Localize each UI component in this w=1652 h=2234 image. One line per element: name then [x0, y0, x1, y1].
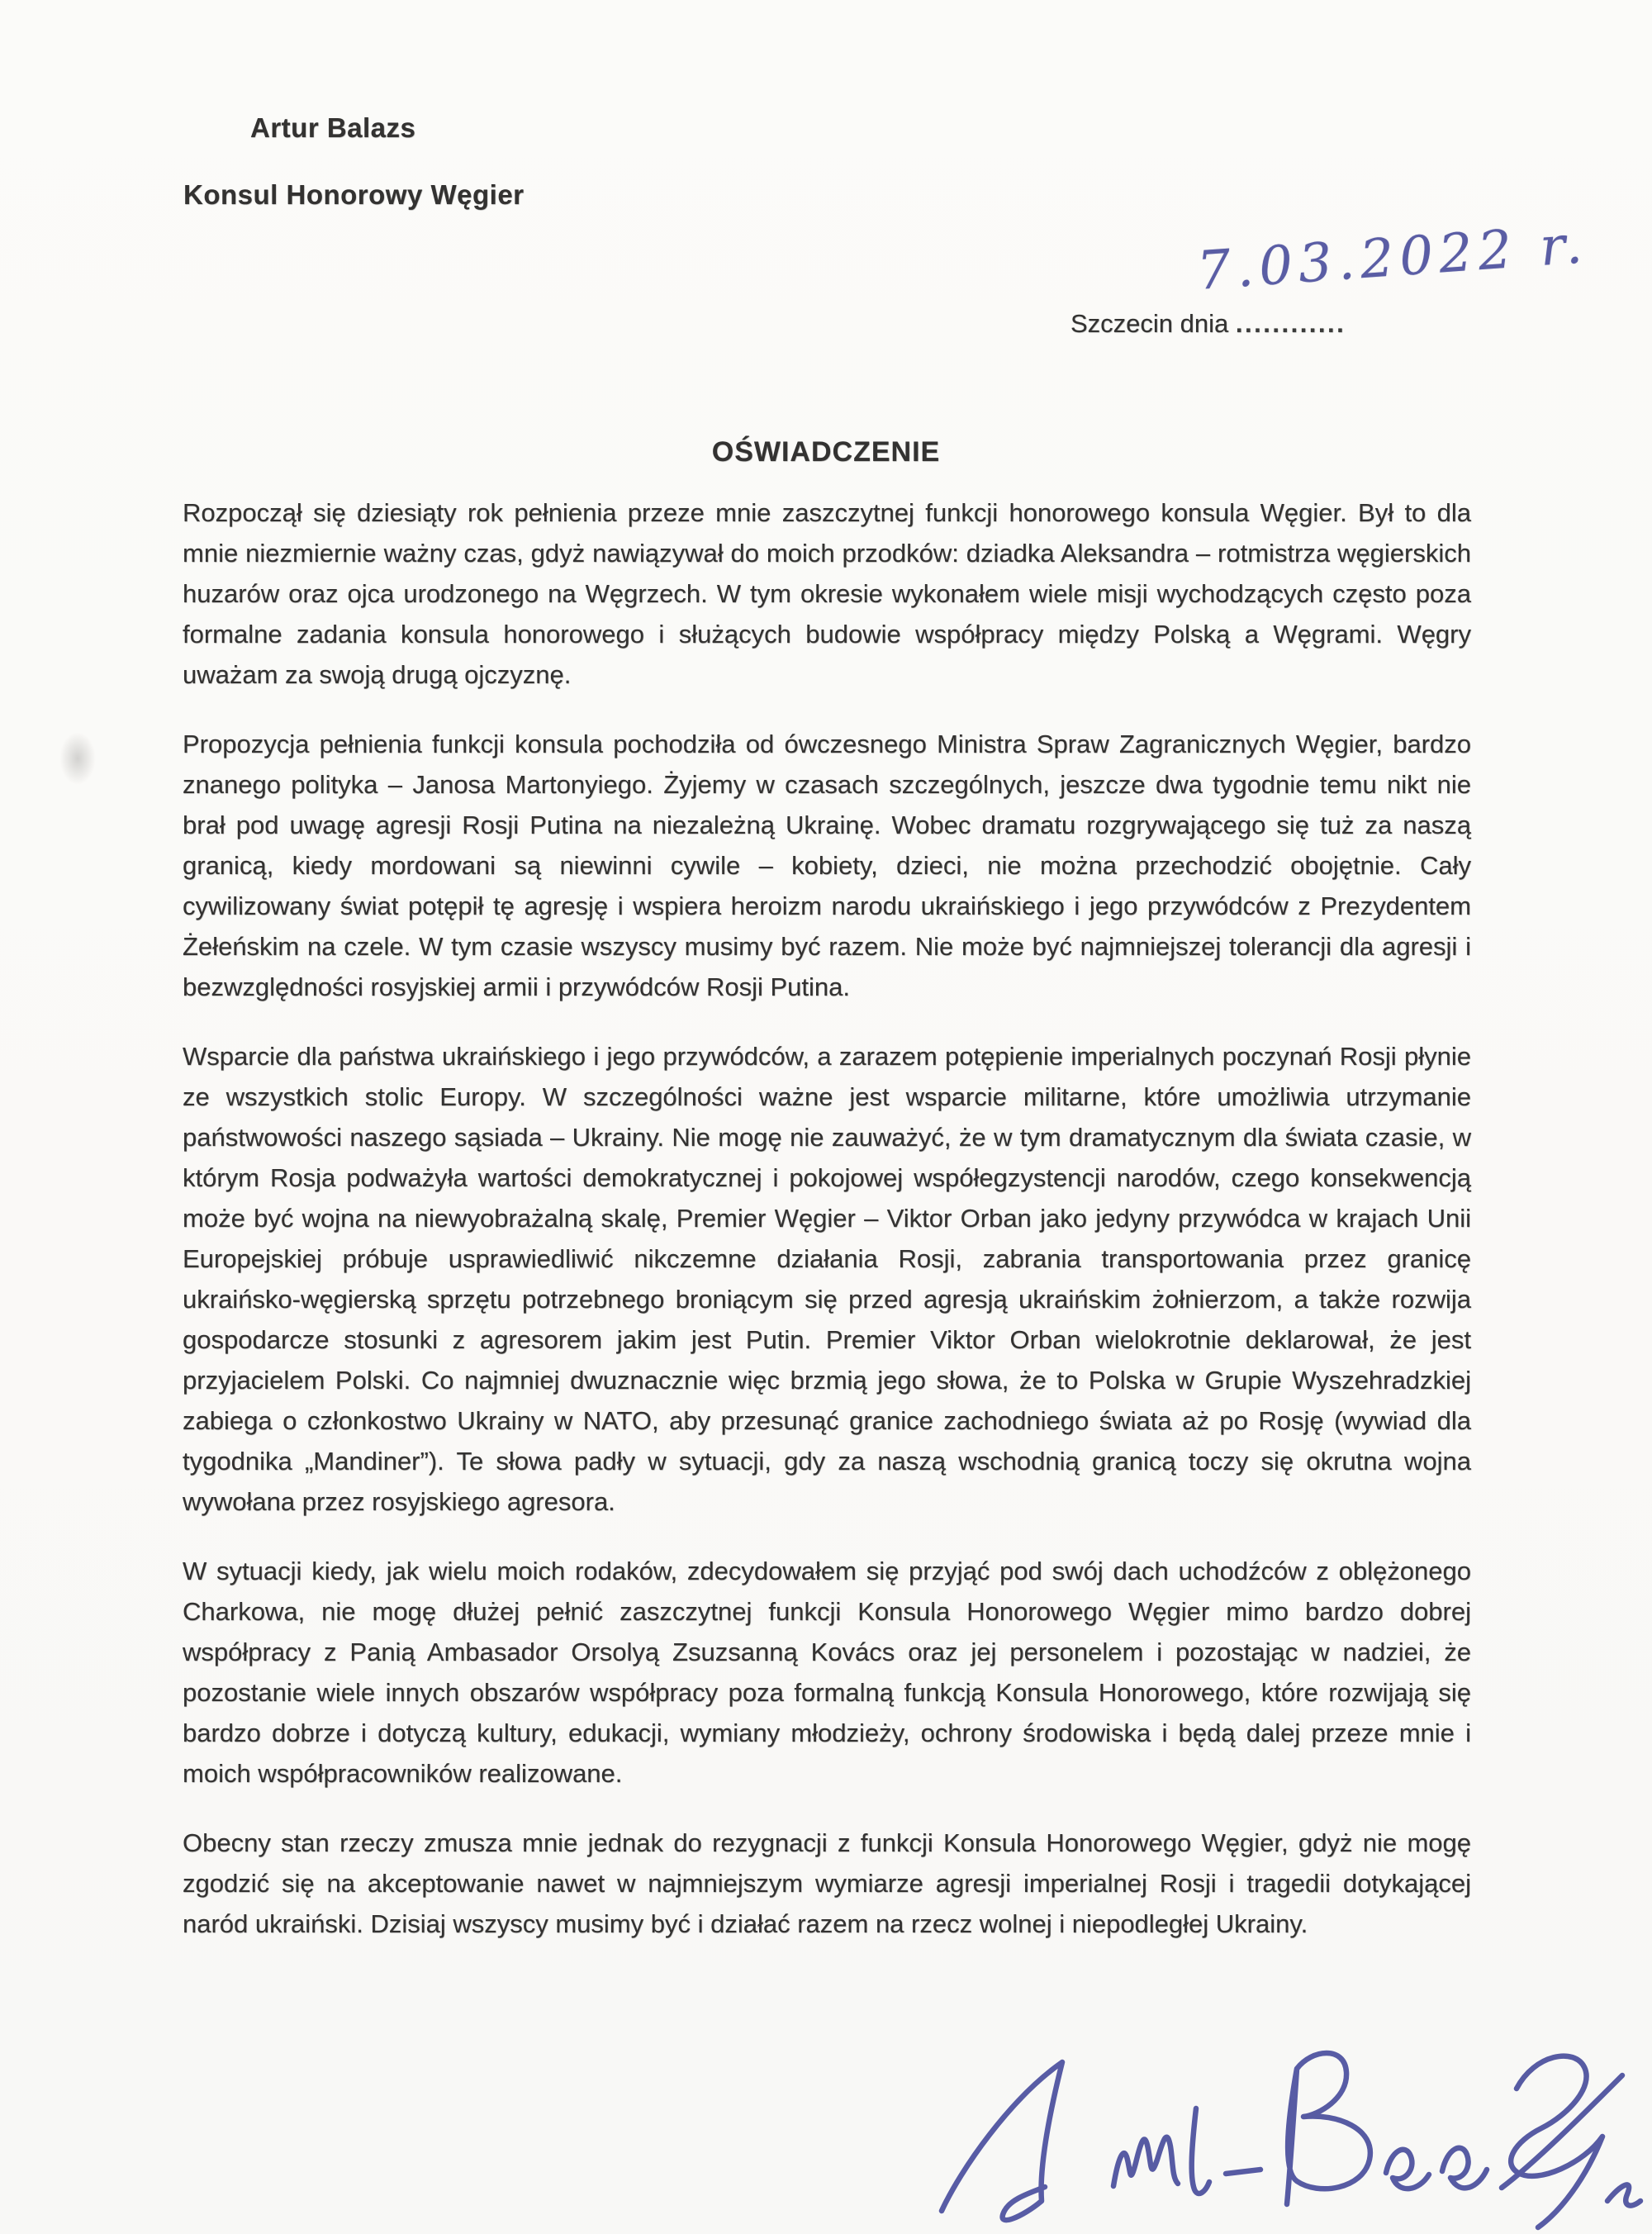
paragraph-3: Wsparcie dla państwa ukraińskiego i jego przywódców, a zarazem potępienie imperialnych poczynań Rosji płynie ze wszystkich stolic Europy. W szczególności ważne jest wsparcie militarne, które umożliwia utrzymanie państwowości naszego sąsiada – Ukrainy. Nie mogę nie zauważyć, że w tym dramatycznym dla świata czasie, w którym Rosja podważyła wartości demokratycznej i pokojowej współegzystencji narodów, czego konsekwencją może być wojna na niewyobrażalną skalę, Premier Węgier – Viktor Orban jako jedyny przywódca w krajach Unii Europejskiej próbuje usprawiedliwić nikczemne działania Rosji, zabrania transportowania przez granicę ukraińsko-węgierską sprzętu potrzebnego broniącym się przed agresją ukraińskim żołnierzom, a także rozwija gospodarcze stosunki z agresorem jakim jest Putin. Premier Viktor Orban wielokrotnie deklarował, że jest przyjacielem Polski. Co najmniej dwuznacznie więc brzmią jego słowa, że to Polska w Grupie Wyszehradzkiej zabiega o członkostwo Ukrainy w NATO, aby przesunąć granice zachodniego świata aż po Rosję (wywiad dla tygodnika „Mandiner”). Te słowa padły w sytuacji, gdy za naszą wschodnią granicą toczy się okrutna wojna wywołana przez rosyjskiego agresora.	[183, 1042, 1471, 1516]
paragraph-2: Propozycja pełnienia funkcji konsula pochodziła od ówczesnego Ministra Spraw Zagranicznych Węgier, bardzo znanego polityka – Janosa Martonyiego. Żyjemy w czasach szczególnych, jeszcze dwa tygodnie temu nikt nie brał pod uwagę agresji Rosji Putina na niezależną Ukrainę. Wobec dramatu rozgrywającego się tuż za naszą granicą, kiedy mordowani są niewinni cywile – kobiety, dzieci, nie można przechodzić obojętnie. Cały cywilizowany świat potępił tę agresję i wspiera heroizm narodu ukraińskiego i jego przywódców z Prezydentem Żełeńskim na czele. W tym czasie wszyscy musimy być razem. Nie może być najmniejszej tolerancji dla agresji i bezwzględności rosyjskiej armii i przywódców Rosji Putina.	[183, 730, 1471, 1001]
paragraph-4: W sytuacji kiedy, jak wielu moich rodaków, zdecydowałem się przyjąć pod swój dach uchodźców z oblężonego Charkowa, nie mogę dłużej pełnić zaszczytnej funkcji Konsula Honorowego Węgier mimo bardzo dobrej współpracy z Panią Ambasador Orsolyą Zsuzsanną Kovács oraz jej personelem i pozostając w nadziei, że pozostanie wiele innych obszarów współpracy poza formalną funkcją Konsula Honorowego, które rozwijają się bardzo dobrze i dotyczą kultury, edukacji, wymiany młodzieży, ochrony środowiska i będą dalej przeze mnie i moich współpracowników realizowane.	[183, 1557, 1471, 1788]
paragraph-1: Rozpoczął się dziesiąty rok pełnienia przeze mnie zaszczytnej funkcji honorowego konsula Węgier. Był to dla mnie niezmiernie ważny czas, gdyż nawiązywał do moich przodków: dziadka Aleksandra – rotmistrza węgierskich huzarów oraz ojca urodzonego na Węgrzech. W tym okresie wykonałem wiele misji wychodzących często poza formalne zadania konsula honorowego i służących budowie współpracy między Polską a Węgrami. Węgry uważam za swoją drugą ojczyznę.	[183, 498, 1471, 689]
scan-smudge-artifact	[59, 732, 96, 785]
letter-body	[183, 492, 1471, 1973]
dateline-dotted-line: ............	[1235, 309, 1346, 338]
author-name: Artur Balazs	[250, 112, 416, 143]
document-title: OŚWIADCZENIE	[711, 436, 941, 468]
paragraph-5: Obecny stan rzeczy zmusza mnie jednak do rezygnacji z funkcji Konsula Honorowego Węgier, gdyż nie mogę zgodzić się na akceptowanie nawet w najmniejszym wymiarze agresji imperialnej Rosji i tragedii dotykającej naród ukraiński. Dzisiaj wszyscy musimy być i działać razem na rzecz wolnej i niepodległej Ukrainy.	[183, 1828, 1471, 1938]
dateline	[1070, 309, 1346, 339]
dateline-label: Szczecin dnia	[1070, 309, 1229, 338]
signature-handwriting	[923, 2039, 1652, 2234]
handwritten-date: 7.03.2022 r.	[1194, 214, 1590, 302]
author-title: Konsul Honorowy Węgier	[183, 179, 525, 210]
